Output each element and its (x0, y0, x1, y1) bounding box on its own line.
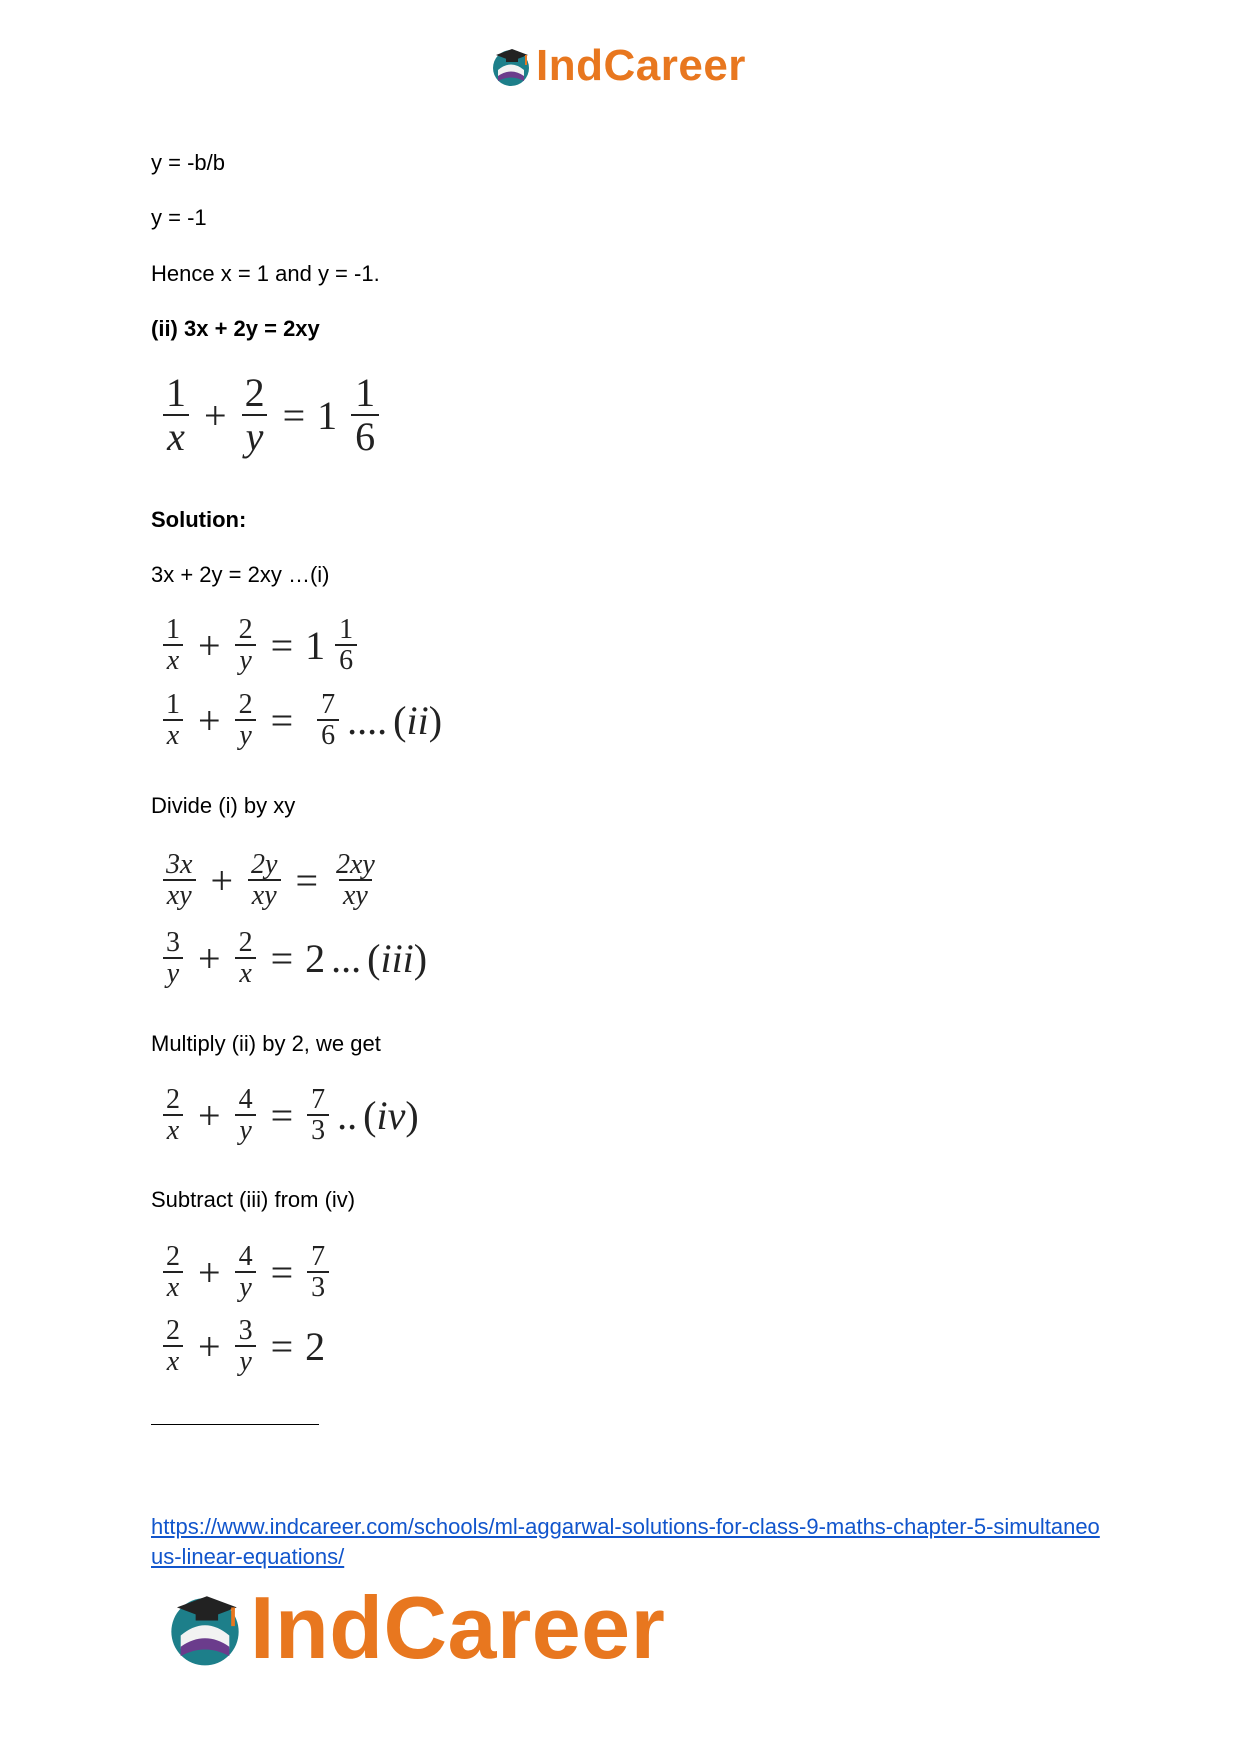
subtract-instruction: Subtract (iii) from (iv) (151, 1187, 356, 1212)
graduation-globe-icon (488, 43, 534, 89)
footer-logo (162, 1578, 665, 1678)
line-y-neg-1: y = -1 (151, 205, 207, 230)
source-link[interactable]: https://www.indcareer.com/schools/ml-aggarwal-solutions-for-class-9-maths-chapter-5-simultaneous-linear-equations/ (151, 1514, 1100, 1569)
equation-divided: $\frac{3x}{xy}$ + $\frac{2y}{xy}$ = $\frac{2xy}{xy}$ (160, 850, 381, 911)
equation-subtract-top: $\frac{2}{x}$ + $\frac{4}{y}$ = $\frac{7}{3}$ (160, 1242, 331, 1303)
equation-ii: $\frac{1}{x}$ + $\frac{2}{y}$ = $\frac{7}{6}$ .... (ii) (160, 690, 442, 751)
fraction: $\frac{2}{y}$ (239, 372, 271, 458)
equation-i-text: 3x + 2y = 2xy …(i) (151, 562, 330, 587)
graduation-globe-icon (162, 1585, 248, 1671)
line-y-neg-b-over-b: y = -b/b (151, 150, 225, 175)
brand-name: IndCareer (536, 41, 746, 90)
brand-name: IndCareer (250, 1578, 666, 1677)
divider-line (151, 1424, 319, 1425)
fraction: $\frac{1}{x}$ (160, 372, 192, 458)
fraction: $\frac{1}{6}$ (349, 372, 381, 458)
solution-label: Solution: (151, 507, 247, 532)
multiply-instruction: Multiply (ii) by 2, we get (151, 1031, 381, 1056)
equation-subtract-bottom: $\frac{2}{x}$ + $\frac{3}{y}$ = 2 (160, 1316, 325, 1377)
equation-mixed-number: $\frac{1}{x}$ + $\frac{2}{y}$ = 1 $\frac{1}{6}$ (160, 615, 359, 676)
equation-iv: $\frac{2}{x}$ + $\frac{4}{y}$ = $\frac{7}{3}$ .. (iv) (160, 1085, 419, 1146)
equation-iii: $\frac{3}{y}$ + $\frac{2}{x}$ = 2 ... (iii) (160, 928, 427, 989)
line-hence: Hence x = 1 and y = -1. (151, 261, 380, 286)
question-ii-heading: (ii) 3x + 2y = 2xy (151, 316, 320, 341)
divide-instruction: Divide (i) by xy (151, 793, 296, 818)
question-equation: $\frac{1}{x}$ + $\frac{2}{y}$ = 1 $\frac{1}{6}$ (160, 372, 381, 458)
header-logo (488, 40, 746, 92)
